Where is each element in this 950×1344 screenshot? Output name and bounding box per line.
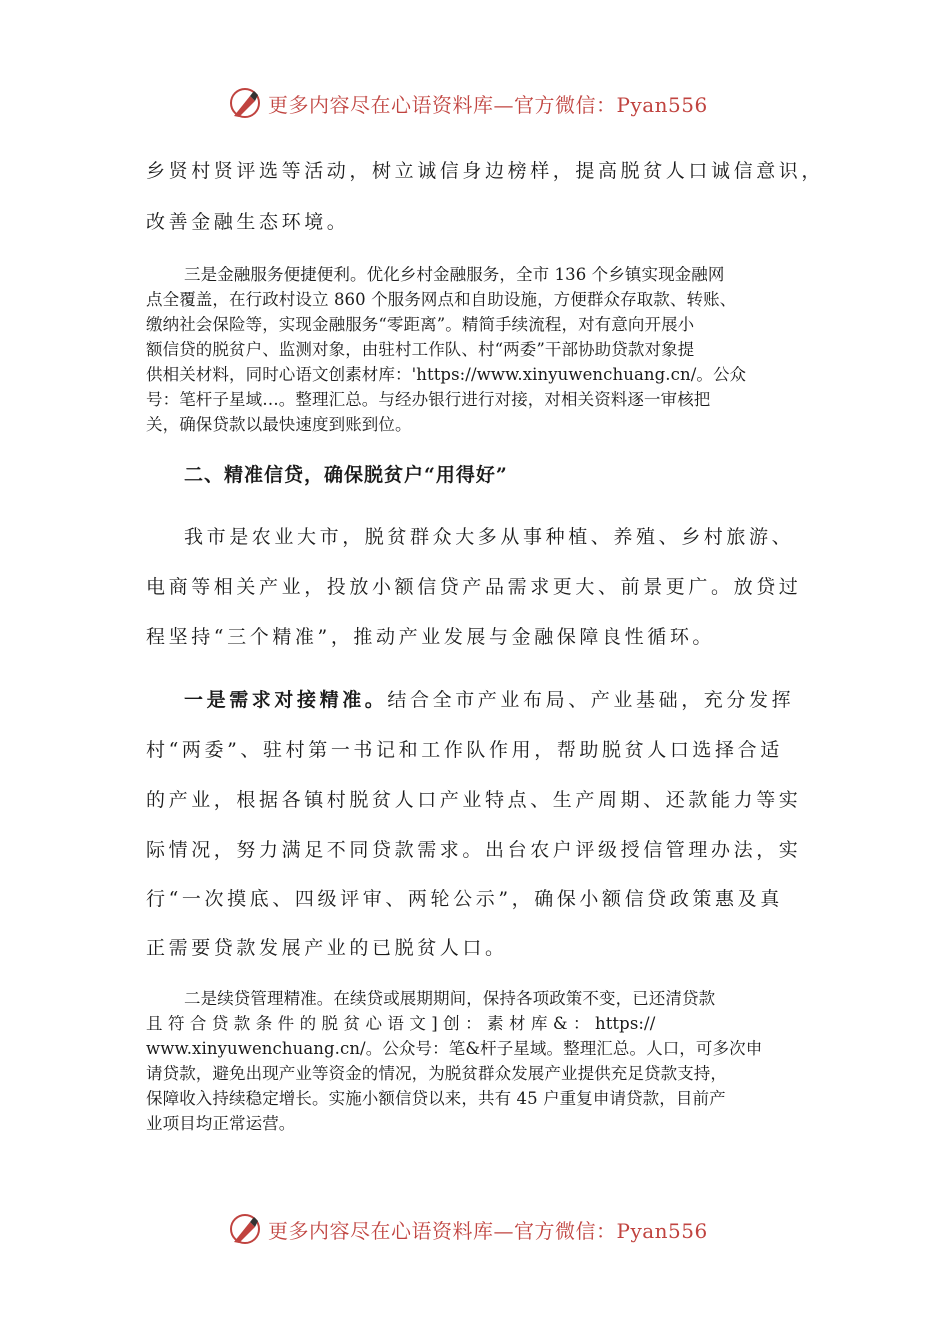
pen-nib-logo-icon xyxy=(228,1212,262,1246)
text-span: 结合全市产业布局、产业基础，充分发挥 xyxy=(387,689,795,711)
text-line: 业项目均正常运营。 xyxy=(146,1114,296,1133)
text-line: 村“两委”、驻村第一书记和工作队作用，帮助脱贫人口选择合适 xyxy=(146,739,783,761)
text-line: 缴纳社会保险等，实现金融服务“零距离”。精简手续流程，对有意向开展小 xyxy=(146,315,695,334)
text-line: 我市是农业大市，脱贫群众大多从事种植、养殖、乡村旅游、 xyxy=(184,526,795,548)
text-line: 际情况，努力满足不同贷款需求。出台农户评级授信管理办法，实 xyxy=(146,839,802,861)
text-line: 且 符 合 贷 款 条 件 的 脱 贫 心 语 文 ] 创 ： 素 材 库 & ： https:// xyxy=(146,1014,656,1033)
footer-banner xyxy=(228,1209,748,1249)
text-line: 正需要贷款发展产业的已脱贫人口。 xyxy=(146,937,508,959)
text-line: 关，确保贷款以最快速度到账到位。 xyxy=(146,415,412,434)
text-line: www.xinyuwenchuang.cn/。公众号：笔&杆子星域。整理汇总。人口，可多次申 xyxy=(146,1039,763,1058)
text-line: 三是金融服务便捷便利。优化乡村金融服务，全市 136 个乡镇实现金融网 xyxy=(184,265,725,284)
section-heading: 二、精准信贷，确保脱贫户“用得好” xyxy=(184,464,508,486)
text-line: 供相关材料，同时心语文创素材库：'https://www.xinyuwenchuang.cn/。公众 xyxy=(146,365,747,384)
header-banner xyxy=(228,83,748,123)
text-line: 程坚持“三个精准”，推动产业发展与金融保障良性循环。 xyxy=(146,626,716,648)
text-line: 二是续贷管理精准。在续贷或展期期间，保持各项政策不变，已还清贷款 xyxy=(184,989,716,1008)
text-line: 额信贷的脱贫户、监测对象，由驻村工作队、村“两委”干部协助贷款对象提 xyxy=(146,340,695,359)
text-line: 保障收入持续稳定增长。实施小额信贷以来，共有 45 户重复申请贷款，目前产 xyxy=(146,1089,726,1108)
text-line: 乡贤村贤评选等活动，树立诚信身边榜样，提高脱贫人口诚信意识， xyxy=(146,160,825,182)
banner-text: 更多内容尽在心语资料库—官方微信：Pyan556 xyxy=(268,1218,708,1243)
pen-nib-logo-icon xyxy=(228,86,262,120)
text-line: 点全覆盖，在行政村设立 860 个服务网点和自助设施，方便群众存取款、转账、 xyxy=(146,290,737,309)
text-line: 号：笔杆子星域…。整理汇总。与经办银行进行对接，对相关资料逐一审核把 xyxy=(146,390,711,409)
text-line: 电商等相关产业，投放小额信贷产品需求更大、前景更广。放贷过 xyxy=(146,576,802,598)
text-line xyxy=(184,685,844,712)
text-line: 请贷款，避免出现产业等资金的情况，为脱贫群众发展产业提供充足贷款支持， xyxy=(146,1064,727,1083)
text-line: 的产业，根据各镇村脱贫人口产业特点、生产周期、还款能力等实 xyxy=(146,789,802,811)
banner-text: 更多内容尽在心语资料库—官方微信：Pyan556 xyxy=(268,92,708,117)
text-line: 改善金融生态环境。 xyxy=(146,211,350,233)
text-line: 行“一次摸底、四级评审、两轮公示”，确保小额信贷政策惠及真 xyxy=(146,888,783,910)
paragraph-lead: 一是需求对接精准。 xyxy=(184,689,388,711)
